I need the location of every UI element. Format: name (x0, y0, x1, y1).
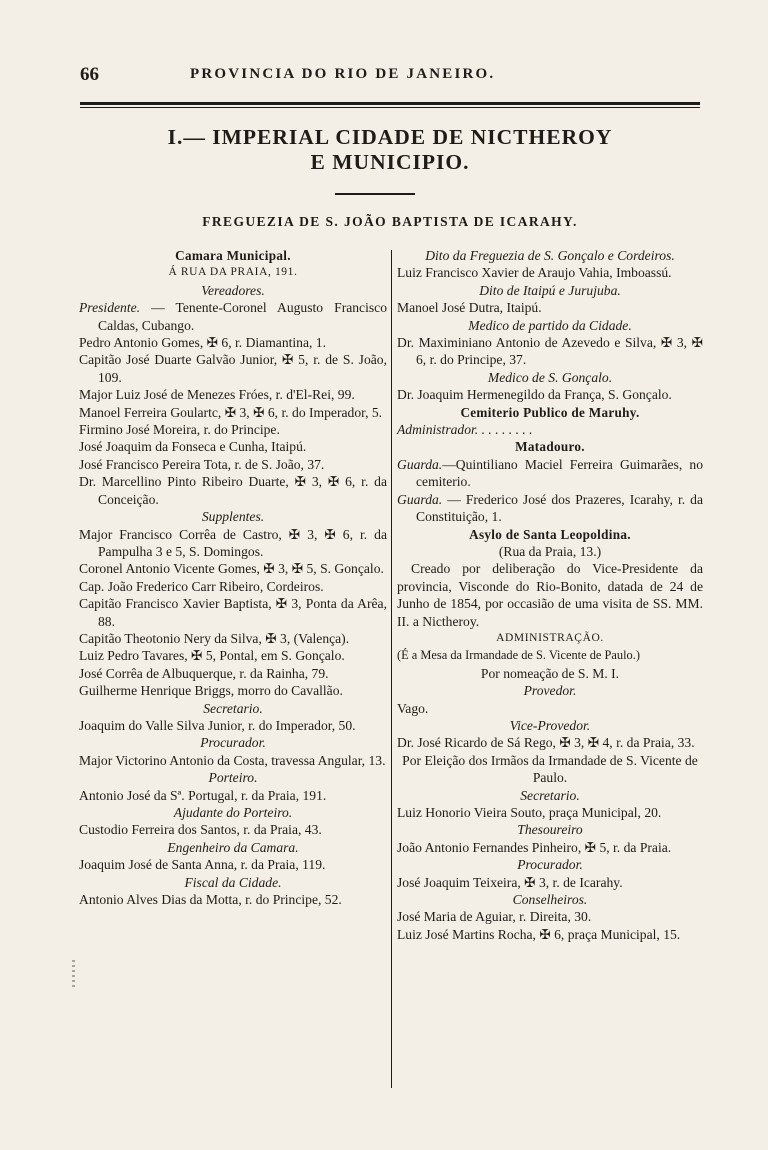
porteiro-heading: Porteiro. (208, 770, 258, 786)
vice-provedor-entry: Dr. José Ricardo de Sá Rego, ✠ 3, ✠ 4, r. da Praia, 33. (397, 735, 695, 751)
vereador-entry: Manoel Ferreira Goulartc, ✠ 3, ✠ 6, r. do Imperador, 5. (79, 404, 383, 420)
ajudante-heading: Ajudante do Porteiro. (173, 805, 293, 820)
conselheiro-entry: Luiz José Martins Rocha, ✠ 6, praça Municipal, 15. (397, 926, 681, 942)
vereadores-heading: Vereadores. (201, 282, 265, 298)
secretario-entry: Joaquim do Valle Silva Junior, r. do Imperador, 50. (79, 717, 356, 733)
margin-scan-artifact (72, 960, 75, 990)
section-title-continued: E MUNICIPIO. (310, 150, 470, 174)
thesoureiro-entry: João Antonio Fernandes Pinheiro, ✠ 5, r. da Praia. (397, 839, 672, 855)
medico-cidade-entry: Dr. Maximiniano Antonio de Azevedo e Silva, ✠ 3, ✠ 6, r. do Principe, 37. (397, 335, 703, 368)
procurador-entry: José Joaquim Teixeira, ✠ 3, r. de Icarahy. (397, 874, 623, 890)
guarda-matadouro-entry (397, 491, 703, 526)
right-column (397, 247, 703, 943)
medico-cidade-heading: Medico de partido da Cidade. (468, 317, 632, 333)
presidente-entry (79, 299, 387, 334)
secretario-heading: Secretario. (203, 700, 263, 716)
supplente-entry: Coronel Antonio Vicente Gomes, ✠ 3, ✠ 5, S. Gonçalo. (79, 561, 384, 577)
camara-address: Á RUA DA PRAIA, 191. (168, 266, 298, 279)
asylo-description: Creado por deliberação do Vice-Presidente da provincia, Visconde do Rio-Bonito, datada de 24 de Junho de 1854, por occasião de uma visita de SS. MM. II. a Nictheroy. (397, 561, 703, 629)
dito-goncalo-entry: Luiz Francisco Xavier de Araujo Vahia, Imboassú. (397, 265, 672, 281)
column-divider (391, 250, 392, 1088)
guarda-label: Guarda. (397, 456, 443, 472)
engenheiro-entry: Joaquim José de Santa Anna, r. da Praia, 119. (79, 857, 326, 873)
conselheiros-heading: Conselheiros. (512, 892, 588, 908)
supplente-entry: Luiz Pedro Tavares, ✠ 5, Pontal, em S. Gonçalo. (79, 648, 345, 664)
conselheiro-entry: José Maria de Aguiar, r. Direita, 30. (397, 909, 592, 925)
fiscal-entry: Antonio Alves Dias da Motta, r. do Principe, 52. (79, 892, 342, 908)
camara-heading: Camara Municipal. (175, 248, 291, 263)
supplente-entry: Cap. João Frederico Carr Ribeiro, Cordeiros. (79, 578, 324, 594)
administrador-entry: Administrador. . . . . . . . . (397, 422, 533, 438)
dito-goncalo-heading: Dito da Freguezia de S. Gonçalo e Cordeiros. (425, 248, 675, 263)
provedor-heading: Provedor. (523, 683, 577, 699)
dito-itaipu-heading: Dito de Itaipú e Jurujuba. (479, 282, 621, 298)
running-title: PROVINCIA DO RIO DE JANEIRO. (190, 66, 496, 82)
header-rule-thin (80, 107, 700, 108)
vereador-entry: Capitão José Duarte Galvão Junior, ✠ 5, r. de S. João, 109. (79, 352, 387, 385)
vereador-entry: Firmino José Moreira, r. do Principe. (79, 422, 280, 438)
dito-itaipu-entry: Manoel José Dutra, Itaipú. (397, 300, 542, 316)
medico-goncalo-heading: Medico de S. Gonçalo. (487, 369, 613, 385)
vereador-entry: José Francisco Pereira Tota, r. de S. João, 37. (79, 456, 325, 472)
medico-goncalo-entry: Dr. Joaquim Hermenegildo da França, S. Gonçalo. (397, 387, 672, 403)
header-rule-thick (80, 102, 700, 105)
vereador-entry: Pedro Antonio Gomes, ✠ 6, r. Diamantina, 1. (79, 335, 326, 351)
cemiterio-heading: Cemiterio Publico de Maruhy. (460, 404, 640, 420)
page-number: 66 (80, 64, 99, 85)
administracao-heading: ADMINISTRAÇÃO. (496, 631, 604, 644)
supplente-entry: Capitão Francisco Xavier Baptista, ✠ 3, Ponta da Arêa, 88. (79, 596, 387, 629)
vereador-entry: José Joaquim da Fonseca e Cunha, Itaipú. (79, 439, 307, 455)
thesoureiro-heading: Thesoureiro (517, 822, 583, 838)
secretario-entry: Luiz Honorio Vieira Souto, praça Municipal, 20. (397, 805, 662, 820)
vice-provedor-heading: Vice-Provedor. (509, 717, 591, 733)
guarda-cemiterio-entry (397, 456, 703, 491)
supplente-entry: Major Francisco Corrêa de Castro, ✠ 3, ✠ 6, r. da Pampulha 3 e 5, S. Domingos. (79, 526, 387, 559)
asylo-heading: Asylo de Santa Leopoldina. (469, 526, 631, 542)
supplentes-heading: Supplentes. (201, 509, 265, 525)
supplente-entry: José Corrêa de Albuquerque, r. da Rainha, 79. (79, 665, 329, 681)
eleicao-note: Por Eleição dos Irmãos da Irmandade de S. Vicente de Paulo. (402, 752, 698, 786)
left-column (79, 247, 387, 908)
asylo-address: (Rua da Praia, 13.) (498, 543, 602, 559)
fiscal-heading: Fiscal da Cidade. (184, 874, 282, 890)
vereador-entry: Major Luiz José de Menezes Fróes, r. d'El-Rei, 99. (79, 387, 355, 403)
section-title: I.— IMPERIAL CIDADE DE NICTHEROY (167, 125, 613, 149)
title-divider (335, 193, 415, 195)
secretario-heading: Secretario. (520, 787, 580, 803)
provedor-entry: Vago. (397, 700, 429, 716)
nomeacao-note: Por nomeação de S. M. I. (480, 665, 620, 681)
ajudante-entry: Custodio Ferreira dos Santos, r. da Praia, 43. (79, 822, 322, 838)
guarda-text: —Quintiliano Maciel Ferreira Guimarães, no cemiterio. (416, 456, 703, 490)
supplente-entry: Guilherme Henrique Briggs, morro do Cavallão. (79, 683, 343, 699)
parish-heading: FREGUEZIA DE S. JOÃO BAPTISTA DE ICARAHY. (202, 214, 578, 229)
guarda-text: — Frederico José dos Prazeres, Icarahy, r. da Constituição, 1. (416, 491, 703, 525)
engenheiro-heading: Engenheiro da Camara. (167, 839, 299, 855)
presidente-label: Presidente. (79, 300, 141, 316)
guarda-label: Guarda. (397, 491, 443, 507)
procurador-heading: Procurador. (517, 857, 583, 873)
presidente-text: — Tenente-Coronel Augusto Francisco Caldas, Cubango. (98, 300, 387, 333)
vereador-entry: Dr. Marcellino Pinto Ribeiro Duarte, ✠ 3, ✠ 6, r. da Conceição. (79, 474, 387, 507)
supplente-entry: Capitão Theotonio Nery da Silva, ✠ 3, (Valença). (79, 630, 350, 646)
procurador-heading: Procurador. (200, 735, 266, 751)
administracao-note: (É a Mesa da Irmandade de S. Vicente de Paulo.) (397, 648, 640, 663)
matadouro-heading: Matadouro. (515, 439, 585, 455)
procurador-entry: Major Victorino Antonio da Costa, travessa Angular, 13. (79, 752, 386, 768)
porteiro-entry: Antonio José da Sª. Portugal, r. da Praia, 191. (79, 787, 327, 803)
